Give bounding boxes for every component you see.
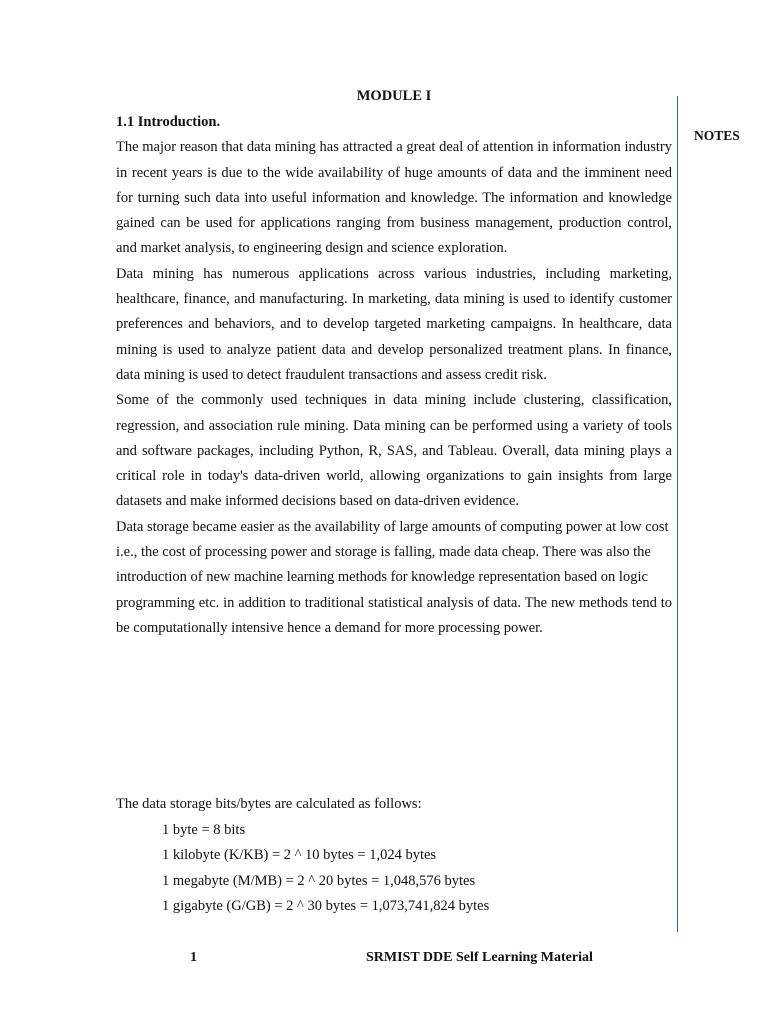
conversion-item: 1 kilobyte (K/KB) = 2 ^ 10 bytes = 1,024 bytes xyxy=(162,847,437,864)
footer-page-number: 1 xyxy=(190,950,197,965)
conversion-item: 1 gigabyte (G/GB) = 2 ^ 30 bytes = 1,073,741,824 bytes xyxy=(162,898,490,915)
footer-title: SRMIST DDE Self Learning Material xyxy=(366,950,593,965)
storage-units-block xyxy=(116,792,672,920)
conversion-item: 1 megabyte (M/MB) = 2 ^ 20 bytes = 1,048,576 bytes xyxy=(162,872,476,889)
paragraph-techniques: Some of the commonly used techniques in data mining include clustering, classification, regression, and association rule mining. Data mining can be performed using a variety of tools and software packages, including Python, R, SAS, and Tableau. Overall, data mining plays a critical role in today's data-driven world, allowing organizations to gain insights from large datasets and make informed decisions based on data-driven evidence. xyxy=(116,392,672,510)
notes-margin-rule xyxy=(677,96,678,932)
paragraph-storage-line-4: programming etc. in addition to traditional statistical analysis of data. The new methods tend to be computationally intensive hence a demand for more processing power. xyxy=(116,594,672,636)
module-title: MODULE I xyxy=(356,88,432,104)
body-text xyxy=(116,110,672,641)
paragraph-storage-line-1: Data storage became easier as the availability of large amounts of computing power at low cost xyxy=(116,518,669,535)
conversion-list xyxy=(116,818,672,920)
storage-intro: The data storage bits/bytes are calculated as follows: xyxy=(116,796,422,812)
notes-label: NOTES xyxy=(694,128,740,143)
conversion-item: 1 byte = 8 bits xyxy=(162,821,246,838)
paragraph-intro: The major reason that data mining has attracted a great deal of attention in information industry in recent years is due to the wide availability of huge amounts of data and the imminent need for turning such data into useful information and knowledge. The information and knowledge gained can be used for applications ranging from business management, production control, and market analysis, to engineering design and science exploration. xyxy=(116,139,672,257)
paragraph-storage-line-2: i.e., the cost of processing power and storage is falling, made data cheap. There was also the xyxy=(116,544,651,561)
paragraph-storage-line-3: introduction of new machine learning methods for knowledge representation based on logic xyxy=(116,569,648,586)
section-heading: 1.1 Introduction. xyxy=(116,114,221,130)
paragraph-applications: Data mining has numerous applications across various industries, including marketing, healthcare, finance, and manufacturing. In marketing, data mining is used to identify customer preferences and behaviors, and to develop targeted marketing campaigns. In healthcare, data mining is used to analyze patient data and develop personalized treatment plans. In finance, data mining is used to detect fraudulent transactions and assess credit risk. xyxy=(116,265,672,383)
